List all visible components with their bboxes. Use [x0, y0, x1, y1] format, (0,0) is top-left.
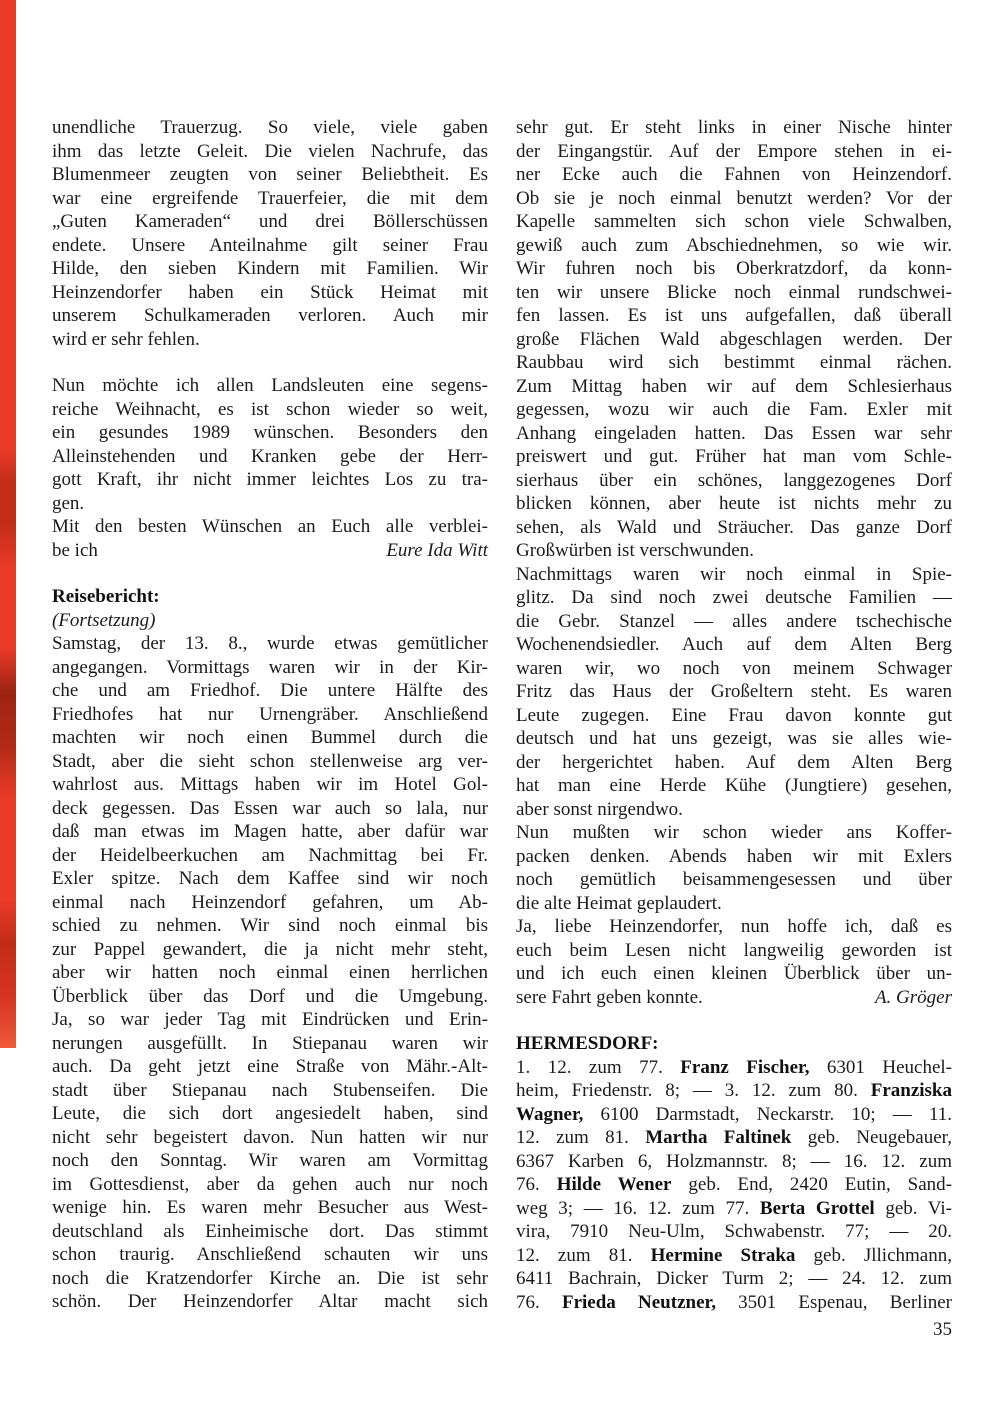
text-line: Zum Mittag haben wir auf dem Schlesierhaus	[516, 375, 952, 397]
text-line: Exler spitze. Nach dem Kaffee sind wir noch	[52, 868, 488, 889]
text-line: noch den Sonntag. Wir waren am Vormittag	[52, 1150, 488, 1171]
text-line: Ob sie je noch einmal benutzt werden? Vor der	[516, 187, 952, 209]
text-line: gott Kraft, ihr nicht immer leichtes Los zu tra-	[52, 469, 488, 490]
text-line: schön. Der Heinzendorfer Altar macht sich	[52, 1291, 488, 1312]
text-line: die Gebr. Stanzel — alles andere tschechische	[516, 610, 952, 632]
text-line: wahrlost aus. Mittags haben wir im Hotel Gol-	[52, 774, 488, 795]
text-line: weg 3; — 16. 12. zum 77. Berta Grottel geb. Vi-	[516, 1197, 952, 1219]
text-line: der Eingangstür. Auf der Empore stehen in ei-	[516, 140, 952, 162]
text-line: 1. 12. zum 77. Franz Fischer, 6301 Heuchel-	[516, 1056, 952, 1078]
text-line: wenige hin. Es waren mehr Besucher aus West-	[52, 1197, 488, 1218]
text-line: unendliche Trauerzug. So viele, viele gaben	[52, 117, 488, 138]
text-line: che und am Friedhof. Die untere Hälfte des	[52, 680, 488, 701]
scan-artifact-red-strip	[0, 0, 16, 1048]
text-line: ihm das letzte Geleit. Die vielen Nachrufe, das	[52, 140, 488, 162]
text-line: war eine ergreifende Trauerfeier, die mit dem	[52, 187, 488, 209]
text-line: waren wir, wo noch von meinem Schwager	[516, 657, 952, 679]
text-line: Stadt, aber die sieht schon stellenweise arg ver-	[52, 750, 488, 772]
text-line: Wir fuhren noch bis Oberkratzdorf, da konn-	[516, 258, 952, 279]
text-line: Alleinstehenden und Kranken gebe der Herr-	[52, 445, 488, 467]
text-line: noch gemütlich beisammengesessen und über	[516, 869, 952, 890]
text-line: 6367 Karben 6, Holzmannstr. 8; — 16. 12. zum	[516, 1150, 952, 1172]
text-line: fen lassen. Es ist uns aufgefallen, daß überall	[516, 305, 952, 326]
text-line: gen.	[52, 492, 85, 514]
text-line: preiswert und gut. Früher hat man vom Schle-	[516, 446, 952, 467]
text-line: reiche Weihnacht, es ist schon wieder so weit,	[52, 398, 488, 420]
text-line: Überblick über das Dorf und die Umgebung.	[52, 985, 488, 1007]
text-line: Raubbau wird sich bestimmt einmal rächen.	[516, 352, 952, 373]
right-column	[516, 116, 952, 1314]
text-line: unserem Schulkameraden verloren. Auch mir	[52, 305, 488, 326]
text-line: der hergerichtet haben. Auf dem Alten Berg	[516, 751, 952, 773]
text-line: Fritz das Haus der Großeltern steht. Es waren	[516, 681, 952, 702]
text-line: nicht sehr begeistert davon. Nun hatten wir nur	[52, 1126, 488, 1148]
text-line: Nachmittags waren wir noch einmal in Spie-	[516, 563, 952, 585]
subheading-fortsetzung: (Fortsetzung)	[52, 609, 156, 631]
text-line: 6411 Bachrain, Dicker Turm 2; — 24. 12. zum	[516, 1268, 952, 1289]
closing-text: be ich	[52, 539, 98, 561]
text-line: große Flächen Wald abgeschlagen werden. Der	[516, 328, 952, 350]
text-line: zur Pappel gewandert, die ja nicht mehr steht,	[52, 938, 488, 960]
text-line: daß man etwas im Magen hatte, aber dafür war	[52, 821, 488, 842]
text-line: 12. zum 81. Hermine Straka geb. Jllichmann,	[516, 1244, 952, 1266]
signature-a-groeger: A. Gröger	[874, 986, 952, 1008]
text-line: Friedhofes hat nur Urnengräber. Anschließend	[52, 703, 488, 725]
text-line: machten wir noch einen Bummel durch die	[52, 727, 488, 748]
text-line: sehr gut. Er steht links in einer Nische hinter	[516, 117, 952, 138]
text-line: Mit den besten Wünschen an Euch alle verblei-	[52, 516, 488, 537]
text-line: auch. Da geht jetzt eine Straße von Mähr.-Alt-	[52, 1056, 488, 1077]
paragraph-gap	[516, 1009, 952, 1032]
farewell-paragraph	[516, 915, 952, 986]
text-line: Großwürben ist verschwunden.	[516, 540, 754, 561]
text-line: gegessen, wozu wir auch die Fam. Exler mit	[516, 399, 952, 420]
schlesierhaus-paragraph	[516, 375, 952, 563]
text-line: packen denken. Abends haben wir mit Exlers	[516, 845, 952, 867]
text-line: aber wir hatten noch einmal einen herrlichen	[52, 962, 488, 983]
text-line: Wagner, 6100 Darmstadt, Neckarstr. 10; — 11.	[516, 1103, 952, 1125]
text-line: ten wir unsere Blicke noch einmal rundschwei-	[516, 281, 952, 303]
text-line: deutschland als Einheimische dort. Das stimmt	[52, 1220, 488, 1242]
text-line: 76. Frieda Neutzner, 3501 Espenau, Berliner	[516, 1291, 952, 1313]
signature-ida-witt: Eure Ida Witt	[386, 539, 488, 561]
signoff-text: sere Fahrt geben konnte.	[516, 986, 703, 1008]
text-line: angegangen. Vormittags waren wir in der Kir-	[52, 656, 488, 678]
text-line: einmal nach Heinzendorf gefahren, um Ab-	[52, 891, 488, 913]
text-line: Nun möchte ich allen Landsleuten eine segens-	[52, 375, 488, 396]
text-line: wird er sehr fehlen.	[52, 328, 200, 350]
text-line: nerungen ausgefüllt. In Stiepanau waren wir	[52, 1032, 488, 1054]
text-line: gewiß auch zum Abschiednehmen, so wie wir.	[516, 234, 952, 256]
text-line: vira, 7910 Neu-Ulm, Schwabenstr. 77; — 20.	[516, 1221, 952, 1242]
text-line: deck gegessen. Das Essen war auch so lala, nur	[52, 797, 488, 819]
closing-signature-line	[52, 539, 488, 563]
text-line: Anhang eingeladen hatten. Das Essen war sehr	[516, 422, 952, 444]
text-line: blicken können, aber heute ist nichts mehr zu	[516, 493, 952, 514]
birthday-list-paragraph	[516, 1056, 952, 1315]
text-line: glitz. Da sind noch zwei deutsche Familien —	[516, 587, 952, 608]
text-line: deutsch und hat uns gezeigt, was sie alles wie-	[516, 728, 952, 749]
paragraph-gap	[52, 351, 488, 374]
text-line: Kapelle sammelten sich schon viele Schwalben,	[516, 211, 952, 232]
text-line: Blumenmeer zeugten von seiner Beliebtheit. Es	[52, 164, 488, 185]
text-line: schied zu nehmen. Wir sind noch einmal bis	[52, 915, 488, 936]
travel-report-paragraph	[52, 632, 488, 1314]
paragraph-gap	[52, 562, 488, 585]
text-line: stadt über Stiepanau nach Stubenseifen. Die	[52, 1079, 488, 1101]
section-heading-hermesdorf: HERMESDORF:	[516, 1033, 659, 1054]
text-line: ner Ecke auch die Fahnen von Heinzendorf.	[516, 164, 952, 185]
text-line: Ja, so war jeder Tag mit Eindrücken und Erin-	[52, 1009, 488, 1030]
text-line: Samstag, der 13. 8., wurde etwas gemütlicher	[52, 633, 488, 654]
text-line: Heinzendorfer haben ein Stück Heimat mit	[52, 281, 488, 303]
spieglitz-paragraph	[516, 563, 952, 822]
text-line: ein gesundes 1989 wünschen. Besonders den	[52, 422, 488, 443]
text-line: hat man eine Herde Kühe (Jungtiere) gesehen,	[516, 775, 952, 796]
text-line: Leute zugegen. Eine Frau davon konnte gut	[516, 704, 952, 726]
text-line: aber sonst nirgendwo.	[516, 798, 683, 820]
text-line: sehen, als Wald und Sträucher. Das ganze Dorf	[516, 516, 952, 538]
text-line: Hilde, den sieben Kindern mit Familien. Wir	[52, 258, 488, 279]
text-line: schon traurig. Anschließend schauten wir uns	[52, 1244, 488, 1265]
text-line: die alte Heimat geplaudert.	[516, 892, 722, 914]
text-line: im Gottesdienst, aber da gehen auch nur noch	[52, 1173, 488, 1195]
section-heading-reisebericht: Reisebericht:	[52, 586, 160, 607]
text-line: noch die Kratzendorfer Kirche an. Die ist sehr	[52, 1267, 488, 1289]
travel-report-continued-paragraph	[516, 116, 952, 375]
text-line: endete. Unsere Anteilnahme gilt seiner Frau	[52, 234, 488, 256]
text-line: Ja, liebe Heinzendorfer, nun hoffe ich, daß es	[516, 916, 952, 937]
closing-paragraph	[52, 515, 488, 539]
christmas-wishes-paragraph	[52, 374, 488, 515]
text-line: der Heidelbeerkuchen am Nachmittag bei Fr.	[52, 844, 488, 866]
page-number: 35	[933, 1319, 952, 1340]
kofferpacken-paragraph	[516, 821, 952, 915]
text-line: 76. Hilde Wener geb. End, 2420 Eutin, Sand-	[516, 1174, 953, 1195]
text-line: 12. zum 81. Martha Faltinek geb. Neugebauer,	[516, 1127, 952, 1148]
text-line: und ich euch einen kleinen Überblick über un-	[516, 963, 952, 984]
text-line: sierhaus über ein schönes, langgezogenes Dorf	[516, 469, 952, 491]
text-line: Leute, die sich dort angesiedelt haben, sind	[52, 1103, 488, 1124]
text-line: euch beim Lesen nicht langweilig geworden ist	[516, 939, 952, 961]
text-line: Wochenendsiedler. Auch auf dem Alten Berg	[516, 634, 952, 655]
text-line: Nun mußten wir schon wieder ans Koffer-	[516, 822, 952, 843]
signoff-line	[516, 986, 952, 1010]
text-line: „Guten Kameraden“ und drei Böllerschüssen	[52, 211, 488, 232]
obituary-paragraph	[52, 116, 488, 351]
text-line: heim, Friedenstr. 8; — 3. 12. zum 80. Franziska	[516, 1080, 952, 1101]
left-column	[52, 116, 488, 1314]
